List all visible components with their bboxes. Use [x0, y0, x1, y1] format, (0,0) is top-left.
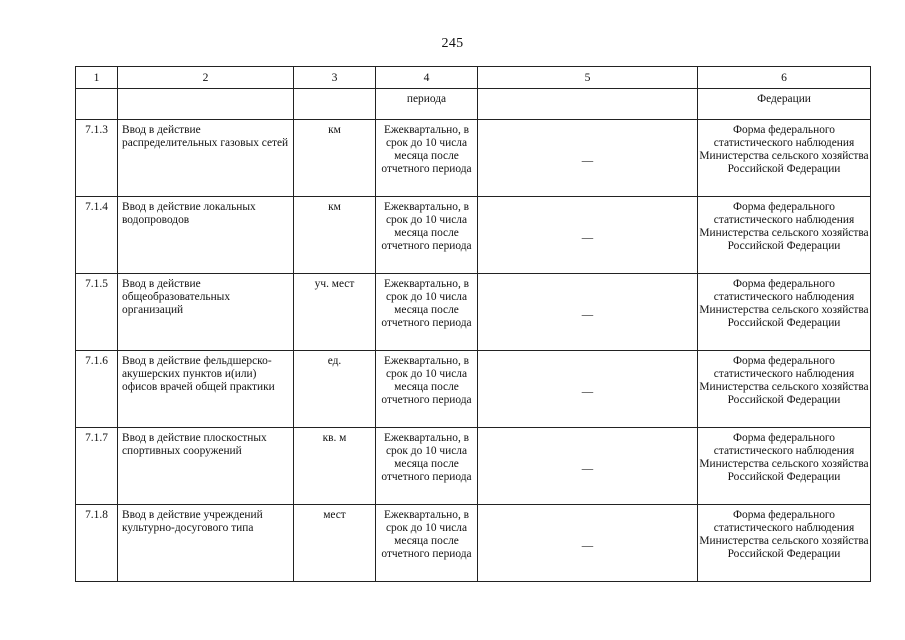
row-code: 7.1.7: [76, 428, 118, 505]
row-unit: уч. мест: [294, 274, 376, 351]
row-name: Ввод в действие локальных водопроводов: [118, 197, 294, 274]
row-source: Форма федерального статистического наблюдения Министерства сельского хозяйства Российской Федерации: [698, 274, 871, 351]
row-frequency: Ежеквартально, в срок до 10 числа месяца после отчетного периода: [376, 351, 478, 428]
row-source: Форма федерального статистического наблюдения Министерства сельского хозяйства Российской Федерации: [698, 197, 871, 274]
row-frequency: Ежеквартально, в срок до 10 числа месяца после отчетного периода: [376, 428, 478, 505]
row-name: Ввод в действие распределительных газовых сетей: [118, 120, 294, 197]
row-code: 7.1.3: [76, 120, 118, 197]
row-source: Форма федерального статистического наблюдения Министерства сельского хозяйства Российской Федерации: [698, 428, 871, 505]
header-col-5: 5: [478, 67, 698, 89]
row-name: Ввод в действие общеобразовательных организаций: [118, 274, 294, 351]
table-row: [76, 120, 871, 197]
row-unit: км: [294, 197, 376, 274]
row-code: 7.1.8: [76, 505, 118, 582]
cont-cell-4: периода: [376, 89, 478, 120]
header-col-2: 2: [118, 67, 294, 89]
cont-cell-2: [118, 89, 294, 120]
row-frequency: Ежеквартально, в срок до 10 числа месяца после отчетного периода: [376, 197, 478, 274]
row-name: Ввод в действие фельдшерско-акушерских пунктов и(или) офисов врачей общей практики: [118, 351, 294, 428]
page-number: 245: [441, 36, 464, 51]
header-col-3: 3: [294, 67, 376, 89]
header-col-6: 6: [698, 67, 871, 89]
row-source: Форма федерального статистического наблюдения Министерства сельского хозяйства Российской Федерации: [698, 120, 871, 197]
row-col5-dash: —: [478, 428, 698, 505]
indicator-table: [75, 66, 871, 582]
row-unit: кв. м: [294, 428, 376, 505]
row-name: Ввод в действие учреждений культурно-досугового типа: [118, 505, 294, 582]
row-unit: ед.: [294, 351, 376, 428]
cont-cell-3: [294, 89, 376, 120]
row-col5-dash: —: [478, 274, 698, 351]
table-row: [76, 505, 871, 582]
table-row: [76, 428, 871, 505]
row-code: 7.1.4: [76, 197, 118, 274]
row-unit: мест: [294, 505, 376, 582]
header-col-1: 1: [76, 67, 118, 89]
row-name: Ввод в действие плоскостных спортивных сооружений: [118, 428, 294, 505]
row-col5-dash: —: [478, 197, 698, 274]
row-col5-dash: —: [478, 351, 698, 428]
row-code: 7.1.5: [76, 274, 118, 351]
continuation-row: [76, 89, 871, 120]
header-col-4: 4: [376, 67, 478, 89]
row-source: Форма федерального статистического наблюдения Министерства сельского хозяйства Российской Федерации: [698, 505, 871, 582]
row-source: Форма федерального статистического наблюдения Министерства сельского хозяйства Российской Федерации: [698, 351, 871, 428]
row-col5-dash: —: [478, 505, 698, 582]
table-row: [76, 197, 871, 274]
row-frequency: Ежеквартально, в срок до 10 числа месяца после отчетного периода: [376, 120, 478, 197]
row-unit: км: [294, 120, 376, 197]
cont-cell-6: Федерации: [698, 89, 871, 120]
row-frequency: Ежеквартально, в срок до 10 числа месяца после отчетного периода: [376, 274, 478, 351]
row-code: 7.1.6: [76, 351, 118, 428]
table-row: [76, 351, 871, 428]
header-row: [76, 67, 871, 89]
row-frequency: Ежеквартально, в срок до 10 числа месяца после отчетного периода: [376, 505, 478, 582]
row-col5-dash: —: [478, 120, 698, 197]
cont-cell-1: [76, 89, 118, 120]
table-row: [76, 274, 871, 351]
cont-cell-5: [478, 89, 698, 120]
